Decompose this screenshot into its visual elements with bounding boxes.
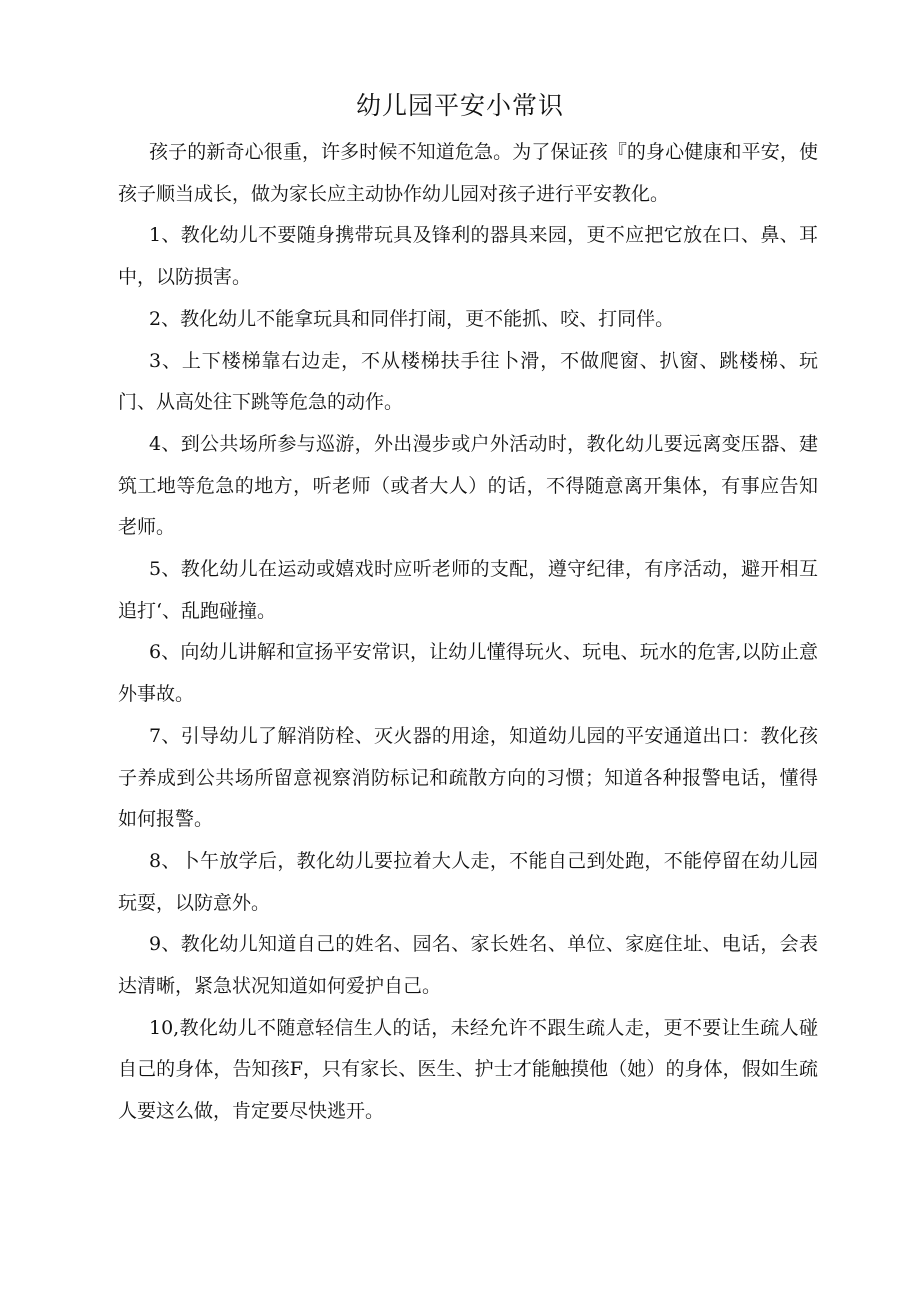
safety-item-1: 1、教化幼儿不要随身携带玩具及锋利的器具来园，更不应把它放在口、鼻、耳中，以防损害。 <box>118 224 818 289</box>
document-body <box>118 132 818 1133</box>
safety-item-5: 5、教化幼儿在运动或嬉戏时应听老师的支配，遵守纪律，有序活动，避开相互追打‘、乱跑碰撞。 <box>118 558 818 622</box>
safety-item-4: 4、到公共场所参与巡游，外出漫步或户外活动时，教化幼儿要远离变压器、建筑工地等危急的地方，听老师（或者大人）的话，不得随意离开集体，有事应告知老师。 <box>118 432 818 539</box>
safety-item-10: 10,教化幼儿不随意轻信生人的话，未经允许不跟生疏人走，更不要让生疏人碰自己的身体，告知孩F，只有家长、医生、护士才能触摸他（她）的身体，假如生疏人要这么做，肯定要尽快逃开。 <box>118 1016 818 1123</box>
safety-item-7: 7、引导幼儿了解消防栓、灭火器的用途，知道幼儿园的平安通道出口：教化孩子养成到公共场所留意视察消防标记和疏散方向的习惯；知道各种报警电话，懂得如何报警。 <box>118 724 818 831</box>
safety-item-3: 3、上下楼梯靠右边走，不从楼梯扶手往卜滑，不做爬窗、扒窗、跳楼梯、玩门、从高处往下跳等危急的动作。 <box>118 349 818 414</box>
intro-paragraph: 孩子的新奇心很重，许多时候不知道危急。为了保证孩『的身心健康和平安，使孩子顺当成长，做为家长应主动协作幼儿园对孩子进行平安教化。 <box>118 141 818 205</box>
safety-item-2: 2、教化幼儿不能拿玩具和同伴打闹，更不能抓、咬、打同伴。 <box>149 307 675 330</box>
safety-item-6: 6、向幼儿讲解和宣扬平安常识，让幼儿懂得玩火、玩电、玩水的危害,以防止意外事故。 <box>118 641 818 706</box>
safety-item-8: 8、卜午放学后，教化幼儿要拉着大人走，不能自己到处跑，不能停留在幼儿园玩耍，以防意外。 <box>118 849 818 914</box>
safety-item-9: 9、教化幼儿知道自己的姓名、园名、家长姓名、单位、家庭住址、电话，会表达清晰，紧急状况知道如何爱护自己。 <box>118 933 818 998</box>
document-title: 幼儿园平安小常识 <box>355 91 564 120</box>
